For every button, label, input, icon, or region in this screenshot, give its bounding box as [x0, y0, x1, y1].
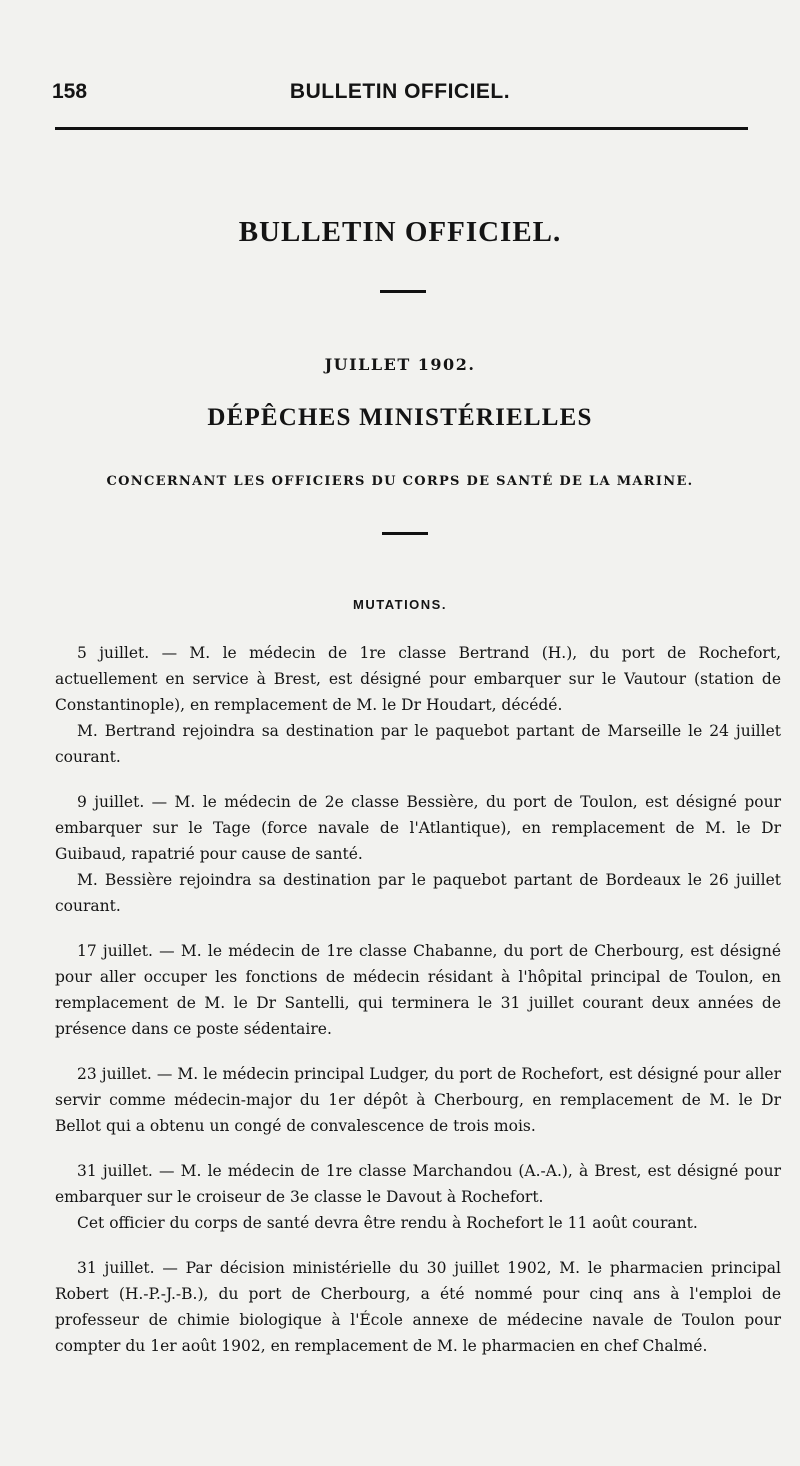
main-title: BULLETIN OFFICIEL. — [238, 216, 562, 248]
section-title: DÉPÊCHES MINISTÉRIELLES — [207, 404, 593, 431]
section-divider — [382, 532, 428, 535]
title-divider — [380, 290, 426, 293]
mutation-entry — [55, 640, 781, 770]
mutation-entry — [55, 1255, 781, 1359]
month-heading: JUILLET 1902. — [324, 355, 476, 374]
entry-paragraph: 9 juillet. — M. le médecin de 2e classe Bessière, du port de Toulon, est désigné pour embarquer sur le Tage (force navale de l'Atlantique), en remplacement de M. le Dr Guibaud, rapatrié pour cause de santé. — [55, 793, 781, 863]
entry-paragraph: M. Bertrand rejoindra sa destination par le paquebot partant de Marseille le 24 juillet courant. — [55, 722, 781, 766]
entry-paragraph: Cet officier du corps de santé devra être rendu à Rochefort le 11 août courant. — [77, 1214, 698, 1232]
mutations-heading: MUTATIONS. — [353, 597, 447, 612]
running-header — [52, 80, 748, 108]
mutation-entry — [55, 789, 781, 919]
mutation-entry — [55, 938, 781, 1042]
page-number: 158 — [52, 80, 88, 103]
section-subtitle: CONCERNANT LES OFFICIERS DU CORPS DE SANTÉ DE LA MARINE. — [106, 474, 694, 489]
entry-paragraph: 5 juillet. — M. le médecin de 1re classe Bertrand (H.), du port de Rochefort, actuellement en service à Brest, est désigné pour embarquer sur le Vautour (station de Constantinople), en remplacement de M. le Dr Houdart, décédé. — [55, 644, 781, 714]
mutation-entry — [55, 1158, 781, 1236]
entry-paragraph: M. Bessière rejoindra sa destination par le paquebot partant de Bordeaux le 26 juillet courant. — [55, 871, 781, 915]
entry-paragraph: 31 juillet. — Par décision ministérielle du 30 juillet 1902, M. le pharmacien principal Robert (H.-P.-J.-B.), du port de Cherbourg, a été nommé pour cinq ans à l'emploi de professeur de chimie biologique à l'École annexe de médecine navale de Toulon pour compter du 1er août 1902, en remplacement de M. le pharmacien en chef Chalmé. — [55, 1259, 781, 1355]
running-title: BULLETIN OFFICIEL. — [289, 80, 511, 103]
entry-paragraph: 23 juillet. — M. le médecin principal Ludger, du port de Rochefort, est désigné pour aller servir comme médecin-major du 1er dépôt à Cherbourg, en remplacement de M. le Dr Bellot qui a obtenu un congé de convalescence de trois mois. — [55, 1065, 781, 1135]
document-body — [55, 640, 781, 1378]
header-rule — [55, 127, 748, 130]
entry-paragraph: 31 juillet. — M. le médecin de 1re classe Marchandou (A.-A.), à Brest, est désigné pour embarquer sur le croiseur de 3e classe le Davout à Rochefort. — [55, 1162, 781, 1206]
entry-paragraph: 17 juillet. — M. le médecin de 1re classe Chabanne, du port de Cherbourg, est désigné pour aller occuper les fonctions de médecin résidant à l'hôpital principal de Toulon, en remplacement de M. le Dr Santelli, qui terminera le 31 juillet courant deux années de présence dans ce poste sédentaire. — [55, 942, 781, 1038]
mutation-entry — [55, 1061, 781, 1139]
